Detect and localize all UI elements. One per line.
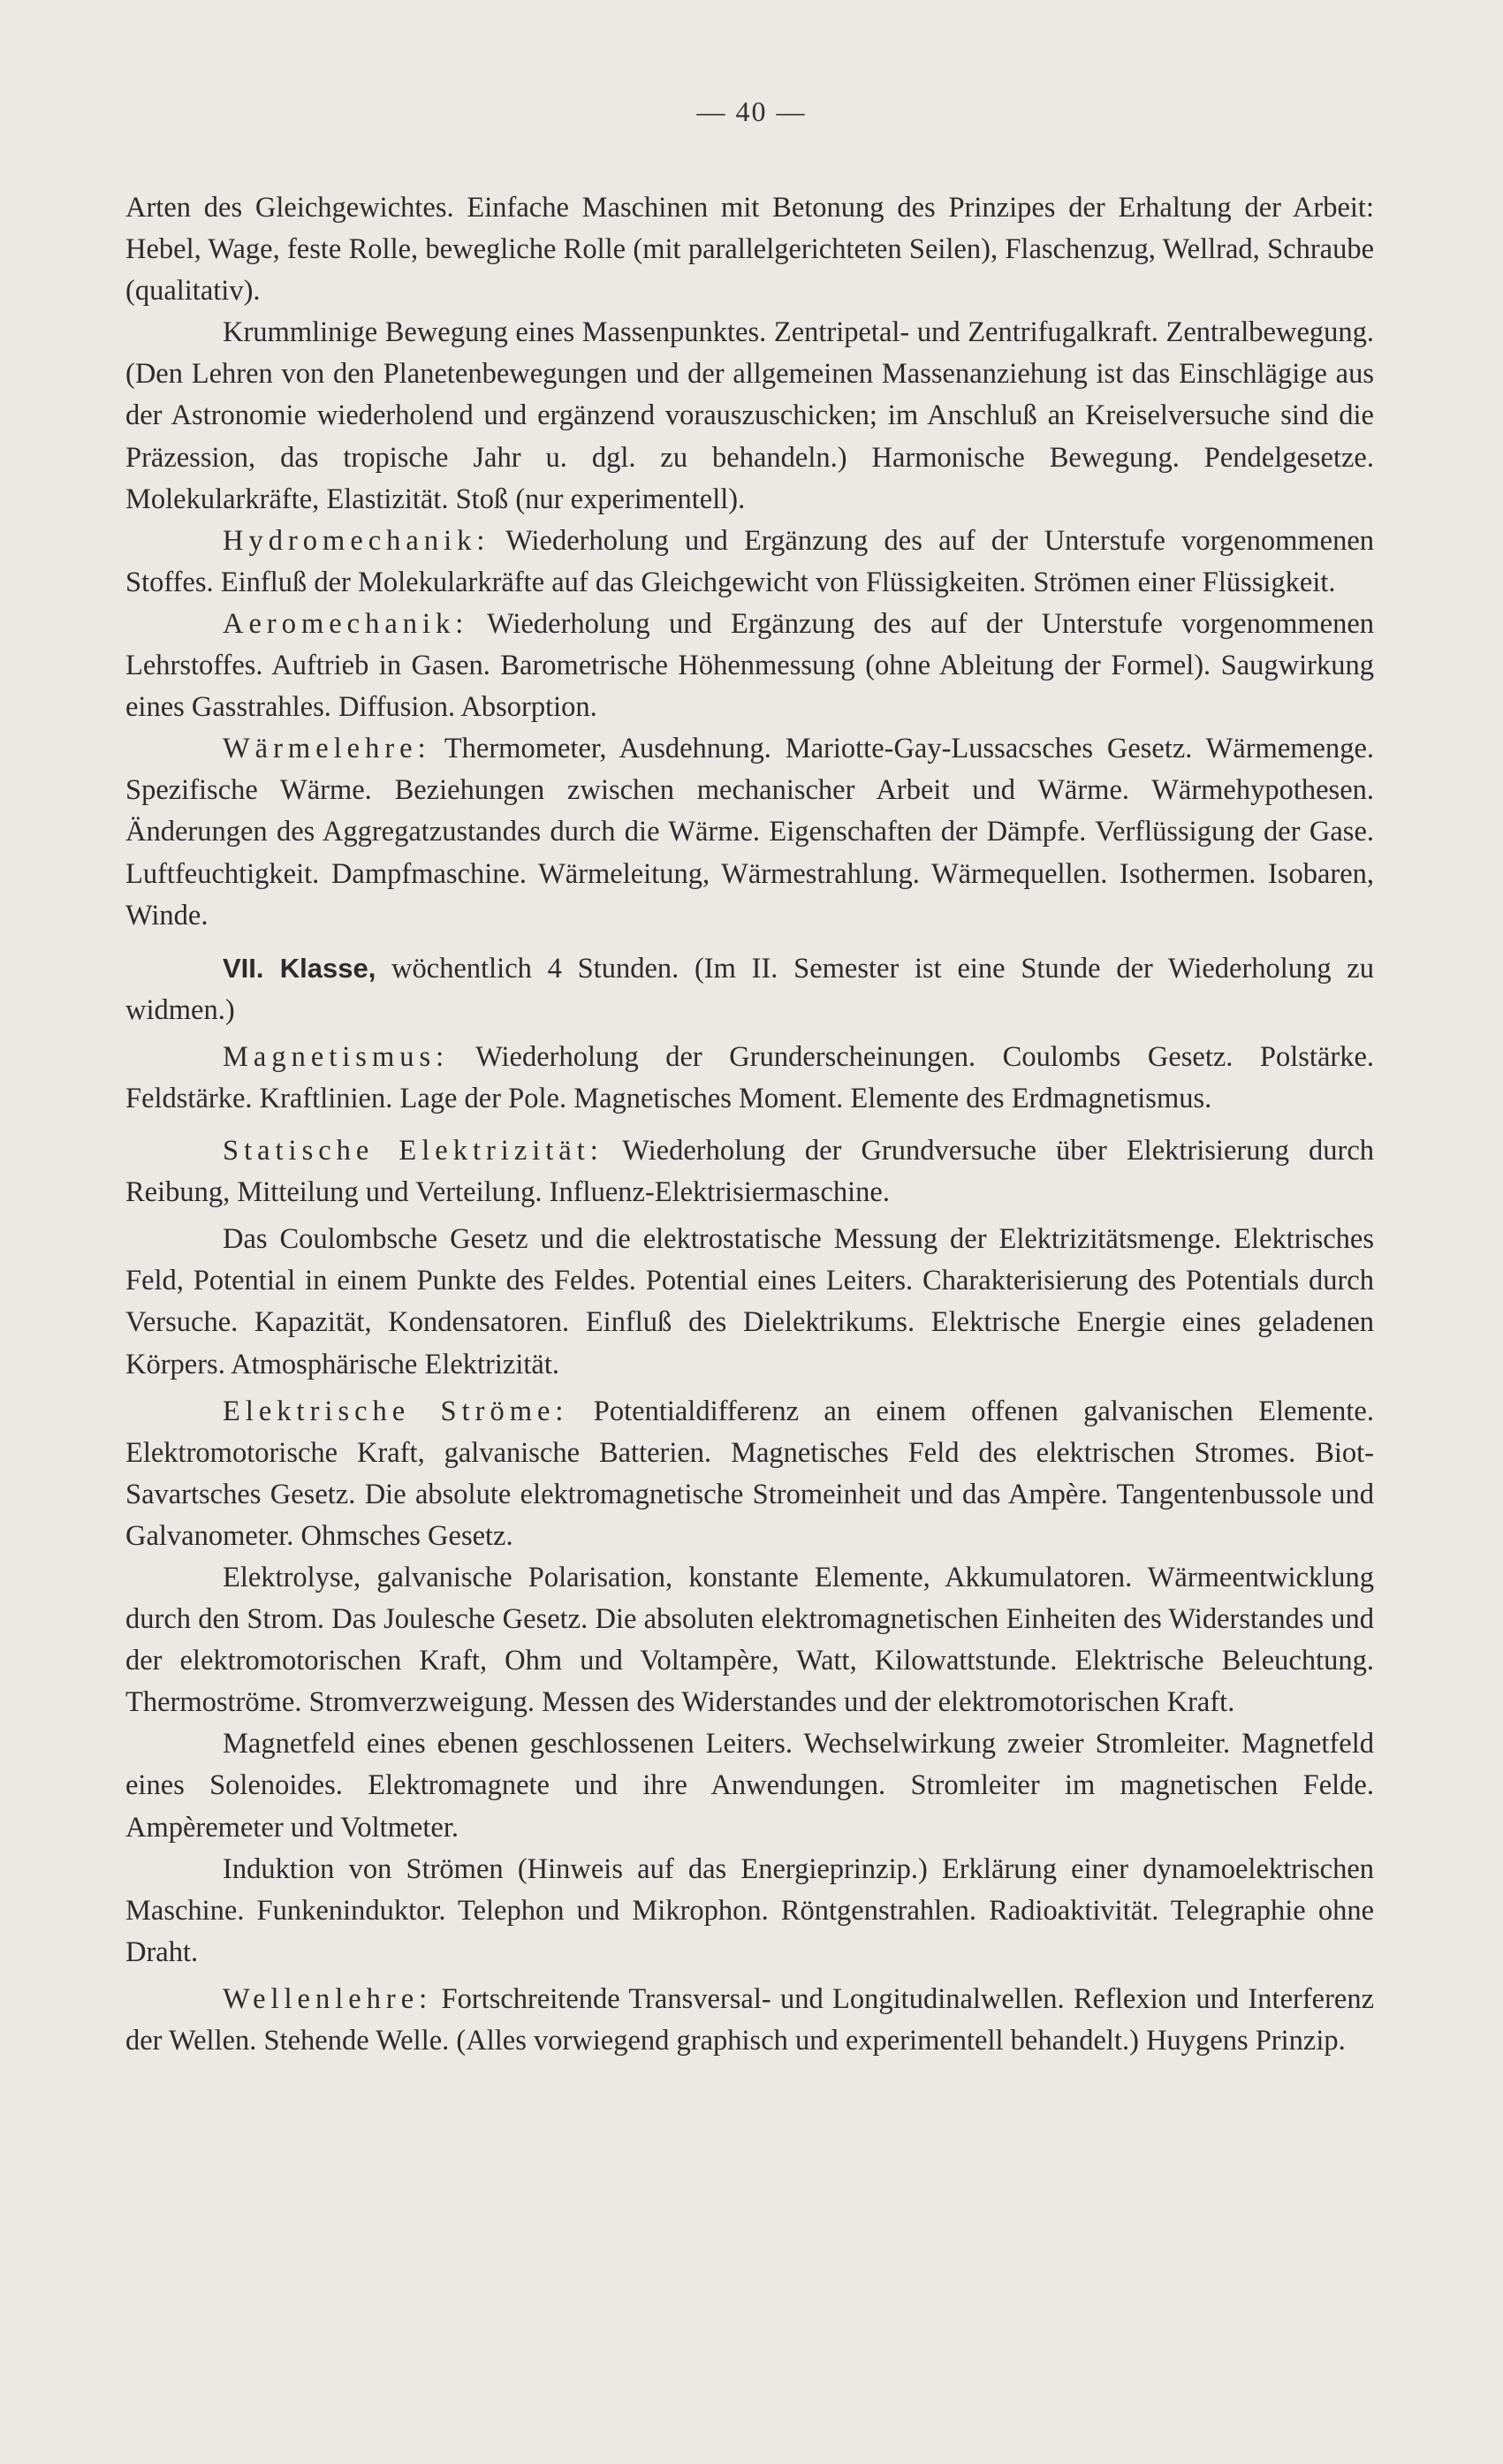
section-heading: Statische Elektrizität: [223,1135,603,1167]
section-heading: Elektrische Ströme: [223,1395,569,1427]
section-heading: Aeromechanik: [223,607,469,640]
section-text: Wiederholung und Ergänzung des auf der Unterstufe vorgenommenen Stoffes. Einfluß der Molekularkräfte auf das Gleichgewicht von Flüssigkeiten. Strömen einer Flüssigkeit. [125,524,1374,598]
section-text: Wiederholung der Grunderscheinungen. Coulombs Gesetz. Polstärke. Feldstärke. Kraftlinien. Lage der Pole. Magnetisches Moment. Elemente des Erdmagnetismus. [125,1040,1375,1114]
section-text: Fortschreitende Transversal- und Longitudinalwellen. Reflexion und Interferenz der Wellen. Stehende Welle. (Alles vorwiegend graphisch und experimentell behandelt.) Huygens Prinzip. [125,1982,1375,2057]
section-heading: Magnetismus: [223,1040,450,1073]
section-heading: Wärmelehre: [223,733,431,765]
paragraph: Arten des Gleichgewichtes. Einfache Maschinen mit Betonung des Prinzipes der Erhaltung der Arbeit: Hebel, Wage, feste Rolle, bewegliche Rolle (mit parallelgerichteten Seilen), Flaschenzug, Wellrad, Schraube (qualitativ). [125,192,1374,308]
paragraph: Das Coulombsche Gesetz und die elektrostatische Messung der Elektrizitätsmenge. Elektrisches Feld, Potential in einem Punkte des Feldes. Potential eines Leiters. Charakterisierung des Potentials durch Versuche. Kapazität, Kondensatoren. Einfluß des Dielektrikums. Elektrische Energie eines geladenen Körpers. Atmosphärische Elektrizität. [125,1223,1374,1380]
section-text: Potentialdifferenz an einem offenen galvanischen Elemente. Elektromotorische Kraft, galvanische Batterien. Magnetisches Feld des elektrischen Stromes. Biot-Savartsches Gesetz. Die absolute elektromagnetische Stromeinheit und das Ampère. Tangentenbussole und Galvanometer. Ohmsches Gesetz. [125,1395,1374,1552]
section-aeromechanik [125,604,1374,728]
page-content [125,187,1374,2062]
paragraph: Krummlinige Bewegung eines Massenpunktes. Zentripetal- und Zentrifugalkraft. Zentralbewegung. (Den Lehren von den Planetenbewegungen und der allgemeinen Massenanziehung ist das Einschlägige aus der Astronomie wiederholend und ergänzend vorauszuschicken; im Anschluß an Kreiselversuche sind die Präzession, das tropische Jahr u. dgl. zu behandeln.) Harmonische Bewegung. Pendelgesetze. Molekularkräfte, Elastizität. Stoß (nur experimentell). [125,316,1374,515]
section-wellenlehre [125,1979,1374,2062]
section-text: Wiederholung und Ergänzung des auf der Unterstufe vorgenommenen Lehrstoffes. Auftrieb in Gasen. Barometrische Höhenmessung (ohne Ableitung der Formel). Saugwirkung eines Gasstrahles. Diffusion. Absorption. [125,607,1374,724]
section-text: Wiederholung der Grundversuche über Elektrisierung durch Reibung, Mitteilung und Verteilung. Influenz-Elektrisiermaschine. [125,1135,1374,1209]
paragraph: Elektrolyse, galvanische Polarisation, konstante Elemente, Akkumulatoren. Wärmeentwicklung durch den Strom. Das Joulesche Gesetz. Die absoluten elektromagnetischen Einheiten des Widerstandes und der elektromotorischen Kraft, Ohm und Voltampère, Watt, Kilowattstunde. Elektrische Beleuchtung. Thermoströme. Stromverzweigung. Messen des Widerstandes und der elektromotorischen Kraft. [125,1562,1374,1719]
section-statische-elektrizitaet [125,1130,1374,1213]
section-text: Thermometer, Ausdehnung. Mariotte-Gay-Lussacsches Gesetz. Wärmemenge. Spezifische Wärme. Beziehungen zwischen mechanischer Arbeit und Wärme. Wärmehypothesen. Änderungen des Aggregatzustandes durch die Wärme. Eigenschaften der Dämpfe. Verflüssigung der Gase. Luftfeuchtigkeit. Dampfmaschine. Wärmeleitung, Wärmestrahlung. Wärmequellen. Isothermen. Isobaren, Winde. [125,733,1374,932]
section-heading: Hydromechanik: [223,524,490,557]
section-elektrische-stroeme [125,1391,1374,1557]
paragraph: Magnetfeld eines ebenen geschlossenen Leiters. Wechselwirkung zweier Stromleiter. Magnetfeld eines Solenoides. Elektromagnete und ihre Anwendungen. Stromleiter im magnetischen Felde. Ampèremeter und Voltmeter. [125,1728,1374,1844]
page-number: — 40 — [696,95,807,127]
section-text: wöchentlich 4 Stunden. (Im II. Semester ist eine Stunde der Wiederholung zu widmen.) [125,952,1374,1026]
section-waermelehre [125,728,1374,936]
class-heading-paragraph [125,947,1374,1031]
section-magnetismus [125,1037,1374,1120]
section-heading: Wellenlehre: [223,1982,433,2015]
paragraph: Induktion von Strömen (Hinweis auf das Energieprinzip.) Erklärung einer dynamoelektrischen Maschine. Funkeninduktor. Telephon und Mikrophon. Röntgenstrahlen. Radioaktivität. Telegraphie ohne Draht. [125,1852,1374,1968]
class-heading: VII. Klasse, [223,952,376,984]
section-hydromechanik [125,521,1374,604]
